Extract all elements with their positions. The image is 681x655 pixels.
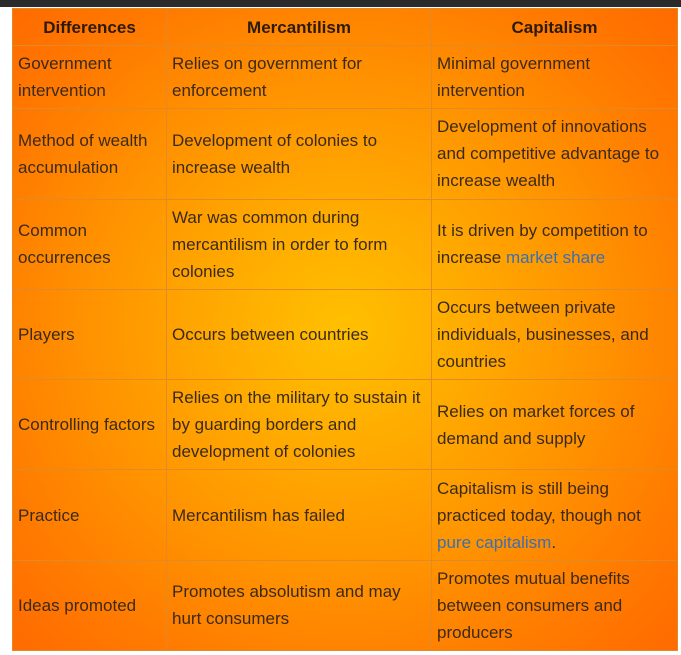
cell-mercantilism: Mercantilism has failed bbox=[167, 470, 432, 560]
comparison-table-container bbox=[12, 8, 677, 651]
header-differences: Differences bbox=[13, 9, 167, 46]
cell-mercantilism: Development of colonies to increase wealth bbox=[167, 109, 432, 199]
table-row bbox=[13, 199, 678, 289]
table-row bbox=[13, 560, 678, 650]
cell-text: Capitalism is still being practiced today, though not bbox=[437, 478, 641, 525]
header-capitalism: Capitalism bbox=[432, 9, 678, 46]
cell-mercantilism: Relies on government for enforcement bbox=[167, 46, 432, 109]
cell-text: It is driven by competition to increase bbox=[437, 221, 648, 268]
cell-difference: Players bbox=[13, 289, 167, 379]
table-row bbox=[13, 46, 678, 109]
cell-mercantilism: Promotes absolutism and may hurt consumers bbox=[167, 560, 432, 650]
browser-top-strip bbox=[0, 0, 681, 7]
cell-capitalism bbox=[432, 470, 678, 560]
cell-mercantilism: War was common during mercantilism in order to form colonies bbox=[167, 199, 432, 289]
table-row bbox=[13, 380, 678, 470]
cell-difference: Controlling factors bbox=[13, 380, 167, 470]
cell-capitalism: Minimal government intervention bbox=[432, 46, 678, 109]
cell-capitalism: Occurs between private individuals, businesses, and countries bbox=[432, 289, 678, 379]
table-row bbox=[13, 470, 678, 560]
cell-mercantilism: Relies on the military to sustain it by guarding borders and development of colonies bbox=[167, 380, 432, 470]
cell-capitalism: Promotes mutual benefits between consumers and producers bbox=[432, 560, 678, 650]
cell-difference: Common occurrences bbox=[13, 199, 167, 289]
table-row bbox=[13, 109, 678, 199]
cell-difference: Practice bbox=[13, 470, 167, 560]
pure-capitalism-link[interactable]: pure capitalism bbox=[437, 532, 552, 552]
cell-mercantilism: Occurs between countries bbox=[167, 289, 432, 379]
cell-difference: Ideas promoted bbox=[13, 560, 167, 650]
table-row bbox=[13, 289, 678, 379]
comparison-table bbox=[12, 8, 678, 651]
header-mercantilism: Mercantilism bbox=[167, 9, 432, 46]
market-share-link[interactable]: market share bbox=[505, 248, 606, 268]
cell-capitalism: Development of innovations and competitive advantage to increase wealth bbox=[432, 109, 678, 199]
table-header-row bbox=[13, 9, 678, 46]
cell-difference: Government intervention bbox=[13, 46, 167, 109]
cell-capitalism bbox=[432, 199, 678, 289]
cell-capitalism: Relies on market forces of demand and supply bbox=[432, 380, 678, 470]
cell-difference: Method of wealth accumulation bbox=[13, 109, 167, 199]
cell-text: . bbox=[551, 532, 557, 552]
